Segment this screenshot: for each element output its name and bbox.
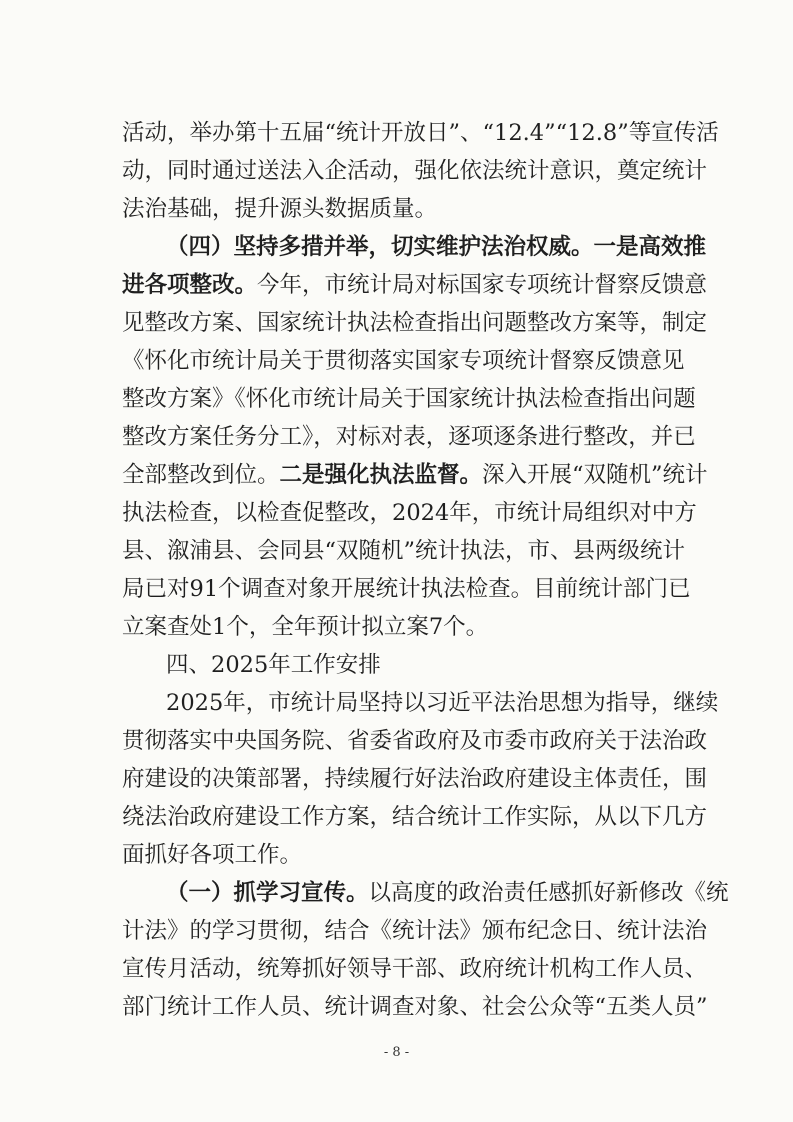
text-line: 局已对91个调查对象开展统计执法检查。目前统计部门已 [122, 576, 691, 602]
text-line: （一）抓学习宣传。 以高度的政治责任感抓好新修改《统 [166, 880, 729, 906]
text-line: 部门统计工作人员、统计调查对象、社会公众等“五类人员” [122, 994, 708, 1020]
bold-subheading: 进各项整改。 [122, 272, 258, 298]
bold-subheading: 二是强化执法监督。 [279, 462, 483, 488]
text-line: 面抓好各项工作。 [122, 842, 303, 868]
section-heading: （四）坚持多措并举，切实维护法治权威。 [166, 234, 594, 260]
text-line: 法治基础，提升源头数据质量。 [122, 196, 438, 222]
text-line: 全部整改到位。 二是强化执法监督。 深入开展“双随机”统计 [122, 462, 708, 488]
page-number: - 8 - [383, 1045, 410, 1060]
text-line: 活动，举办第十五届“统计开放日”、“12.4”“12.8”等宣传活 [122, 120, 719, 146]
text-line: 贯彻落实中央国务院、省委省政府及市委市政府关于法治政 [122, 728, 708, 754]
text-line: 府建设的决策部署，持续履行好法治政府建设主体责任，围 [122, 766, 708, 792]
text-line: 县、溆浦县、会同县“双随机”统计执法，市、县两级统计 [122, 538, 686, 564]
text-line: 整改方案》《怀化市统计局关于国家统计执法检查指出问题 [122, 386, 696, 412]
text-line: 整改方案任务分工》，对标对表，逐项逐条进行整改，并已 [122, 424, 696, 450]
text-line: 立案查处1个，全年预计拟立案7个。 [122, 614, 489, 640]
text-line: 动，同时通过送法入企活动，强化依法统计意识，奠定统计 [122, 158, 708, 184]
text-line: 绕法治政府建设工作方案，结合统计工作实际，从以下几方 [122, 804, 708, 830]
text-line: 《怀化市统计局关于贯彻落实国家专项统计督察反馈意见 [122, 348, 685, 374]
text-line: 2025年，市统计局坚持以习近平法治思想为指导，继续 [166, 690, 719, 716]
text-line: 见整改方案、国家统计执法检查指出问题整改方案等，制定 [122, 310, 708, 336]
chapter-heading: 四、2025年工作安排 [166, 652, 381, 678]
text-line: 计法》的学习贯彻，结合《统计法》颁布纪念日、统计法治 [122, 918, 708, 944]
text-line [166, 232, 707, 262]
bold-subheading: 一是高效推 [593, 234, 707, 260]
text-line: 进各项整改。 今年，市统计局对标国家专项统计督察反馈意 [122, 272, 708, 298]
text-line: 宣传月活动，统筹抓好领导干部、政府统计机构工作人员、 [122, 956, 708, 982]
section-heading: （一）抓学习宣传。 [166, 880, 369, 906]
text-line: 执法检查，以检查促整改，2024年，市统计局组织对中方 [122, 500, 697, 526]
